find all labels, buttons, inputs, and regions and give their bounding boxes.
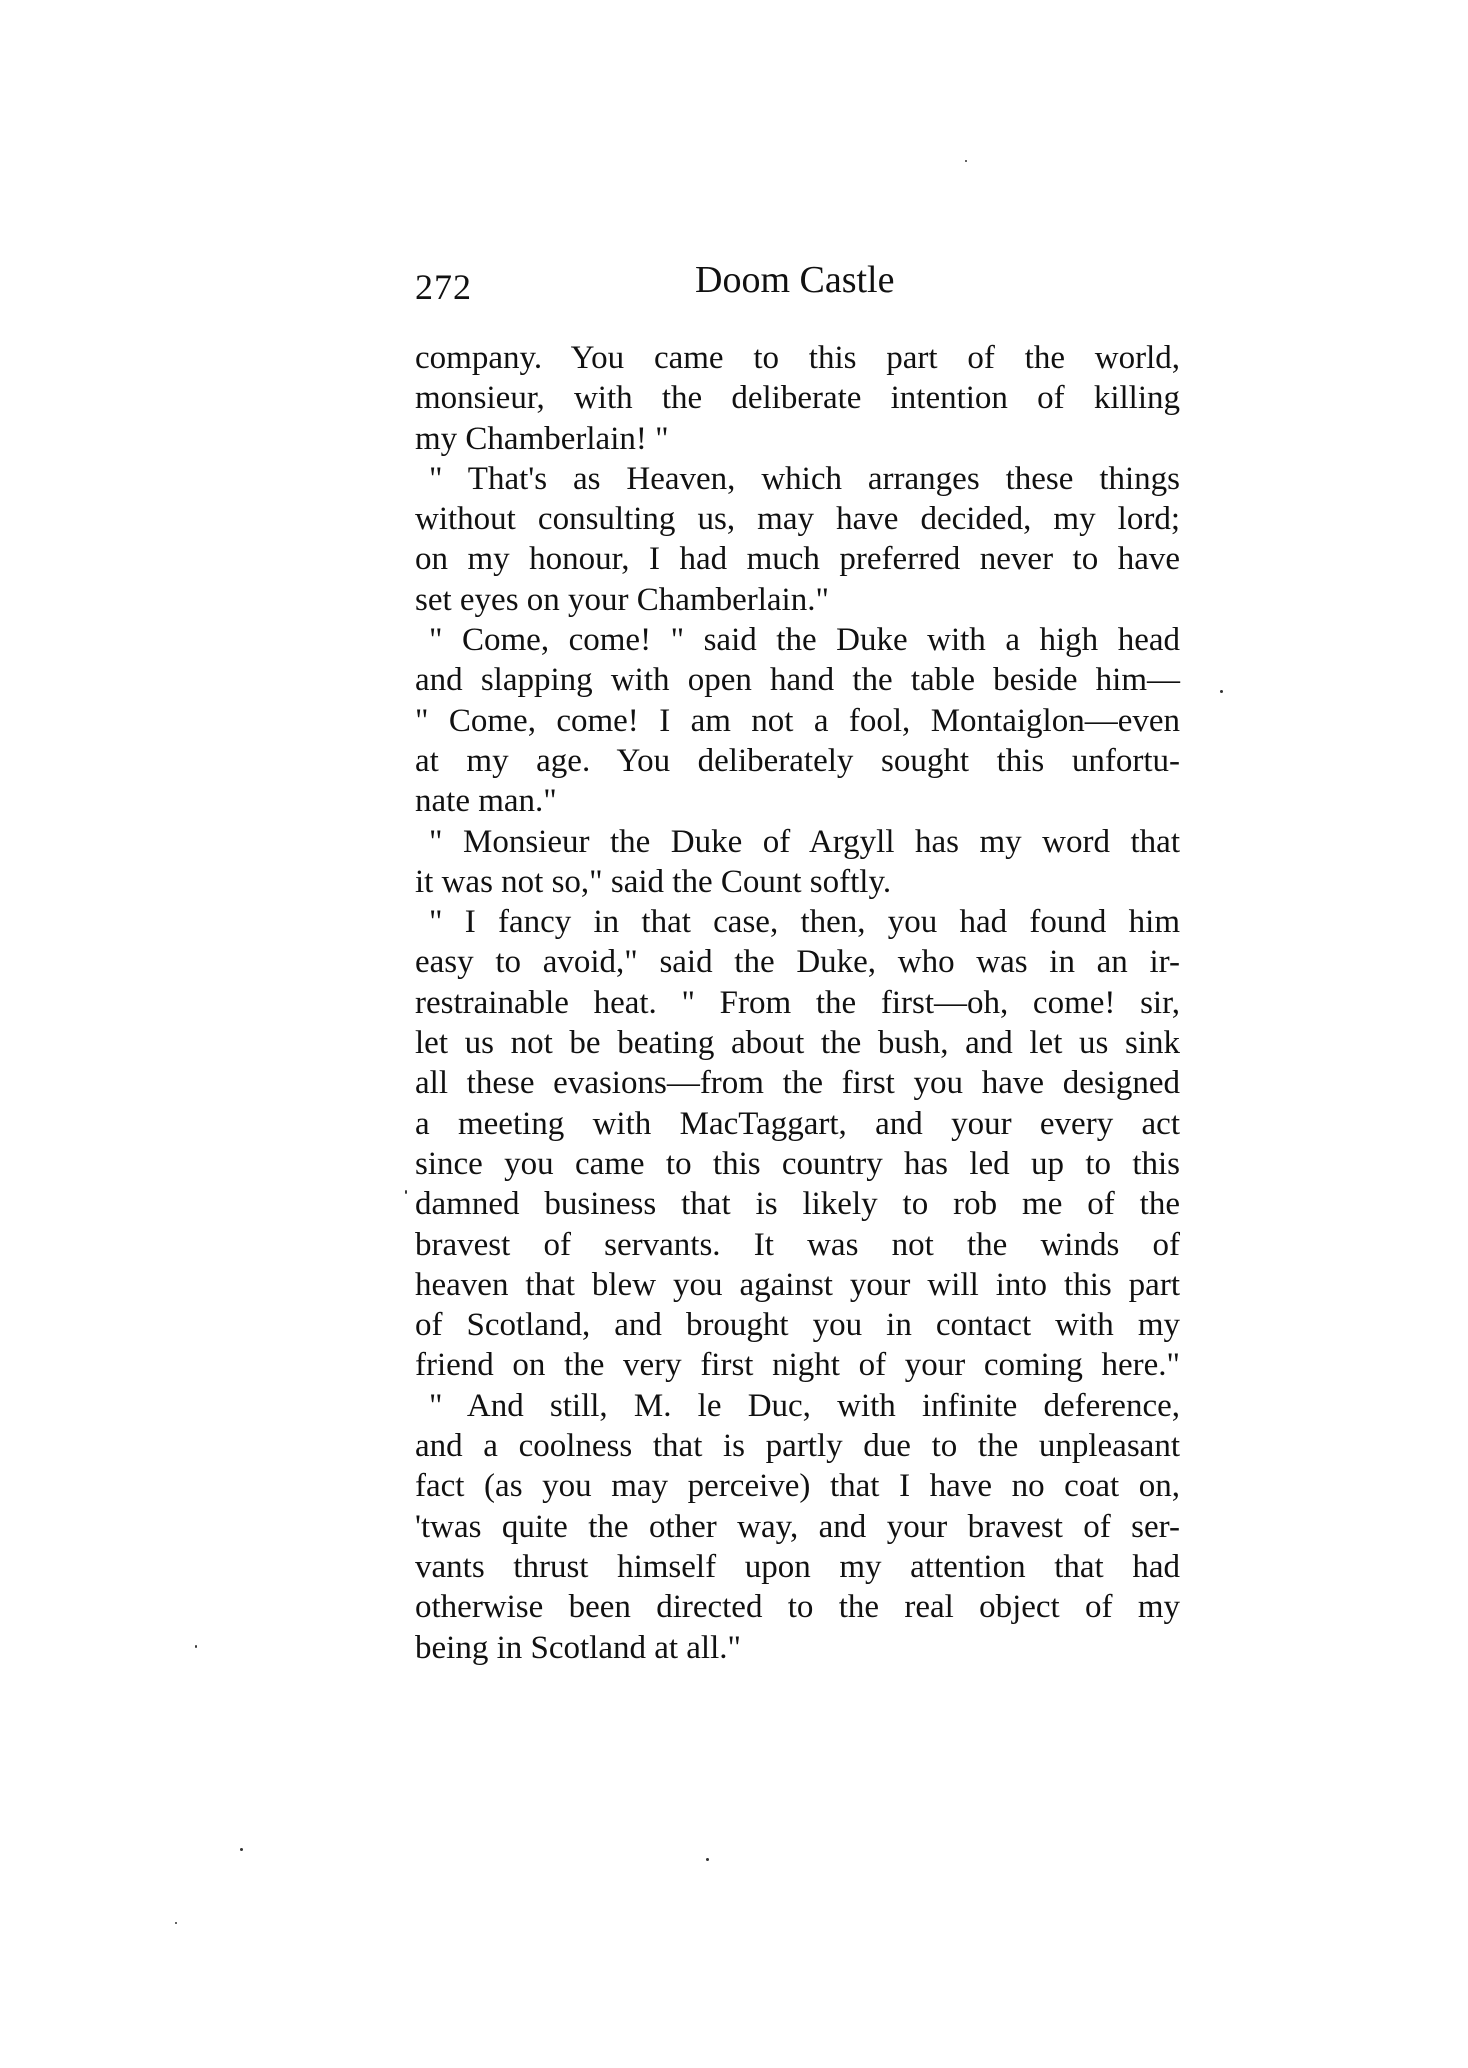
text-line: my Chamberlain! " (415, 420, 669, 457)
text-line: bravest of servants. It was not the winds of (415, 1226, 1180, 1263)
text-line: restrainable heat. " From the first—oh, come! sir, (415, 984, 1180, 1021)
text-line: " Come, come! " said the Duke with a high head (429, 622, 1180, 659)
text-line: " Monsieur the Duke of Argyll has my word that (429, 823, 1180, 860)
text-line: all these evasions—from the first you have designed (415, 1065, 1180, 1102)
text-line: 'twas quite the other way, and your bravest of ser- (415, 1508, 1180, 1545)
text-line: monsieur, with the deliberate intention of killing (415, 380, 1180, 417)
scan-speck (405, 1190, 407, 1194)
text-line: being in Scotland at all." (415, 1629, 741, 1666)
scan-speck (706, 1858, 709, 1861)
text-line: " Come, come! I am not a fool, Montaiglon—even (415, 702, 1180, 739)
text-line: vants thrust himself upon my attention that had (415, 1548, 1180, 1585)
text-line: easy to avoid," said the Duke, who was in an ir- (415, 944, 1180, 981)
text-line: it was not so," said the Count softly. (415, 863, 892, 900)
text-line: otherwise been directed to the real object of my (415, 1589, 1180, 1626)
text-line: and a coolness that is partly due to the unpleasant (415, 1428, 1180, 1465)
page-number: 272 (415, 267, 472, 307)
scan-speck (240, 1848, 243, 1851)
text-line: since you came to this country has led up to this (415, 1145, 1180, 1182)
scan-speck (175, 1922, 177, 1924)
text-line: " And still, M. le Duc, with infinite deference, (429, 1387, 1180, 1424)
text-line: without consulting us, may have decided, my lord; (415, 501, 1180, 538)
scan-speck (965, 160, 967, 162)
page-header (415, 258, 1180, 318)
text-line: at my age. You deliberately sought this unfortu- (415, 742, 1180, 779)
running-title: Doom Castle (695, 259, 895, 301)
text-line: a meeting with MacTaggart, and your every act (415, 1105, 1180, 1142)
text-line: fact (as you may perceive) that I have no coat on, (415, 1468, 1180, 1505)
text-line: " I fancy in that case, then, you had found him (429, 904, 1180, 941)
body-text (415, 338, 1180, 1668)
text-line: let us not be beating about the bush, and let us sink (415, 1025, 1180, 1062)
text-line: " That's as Heaven, which arranges these things (429, 460, 1180, 497)
text-line: set eyes on your Chamberlain." (415, 581, 829, 618)
text-line: friend on the very first night of your coming here." (415, 1347, 1180, 1384)
text-line: company. You came to this part of the world, (415, 340, 1180, 376)
scan-speck (1220, 690, 1223, 693)
text-line: heaven that blew you against your will into this part (415, 1266, 1180, 1303)
text-line: of Scotland, and brought you in contact with my (415, 1307, 1180, 1344)
text-line: damned business that is likely to rob me of the (415, 1186, 1180, 1223)
text-line: and slapping with open hand the table beside him— (415, 662, 1180, 699)
scan-speck (195, 1645, 197, 1648)
text-line: nate man." (415, 783, 557, 820)
text-line: on my honour, I had much preferred never to have (415, 541, 1180, 578)
